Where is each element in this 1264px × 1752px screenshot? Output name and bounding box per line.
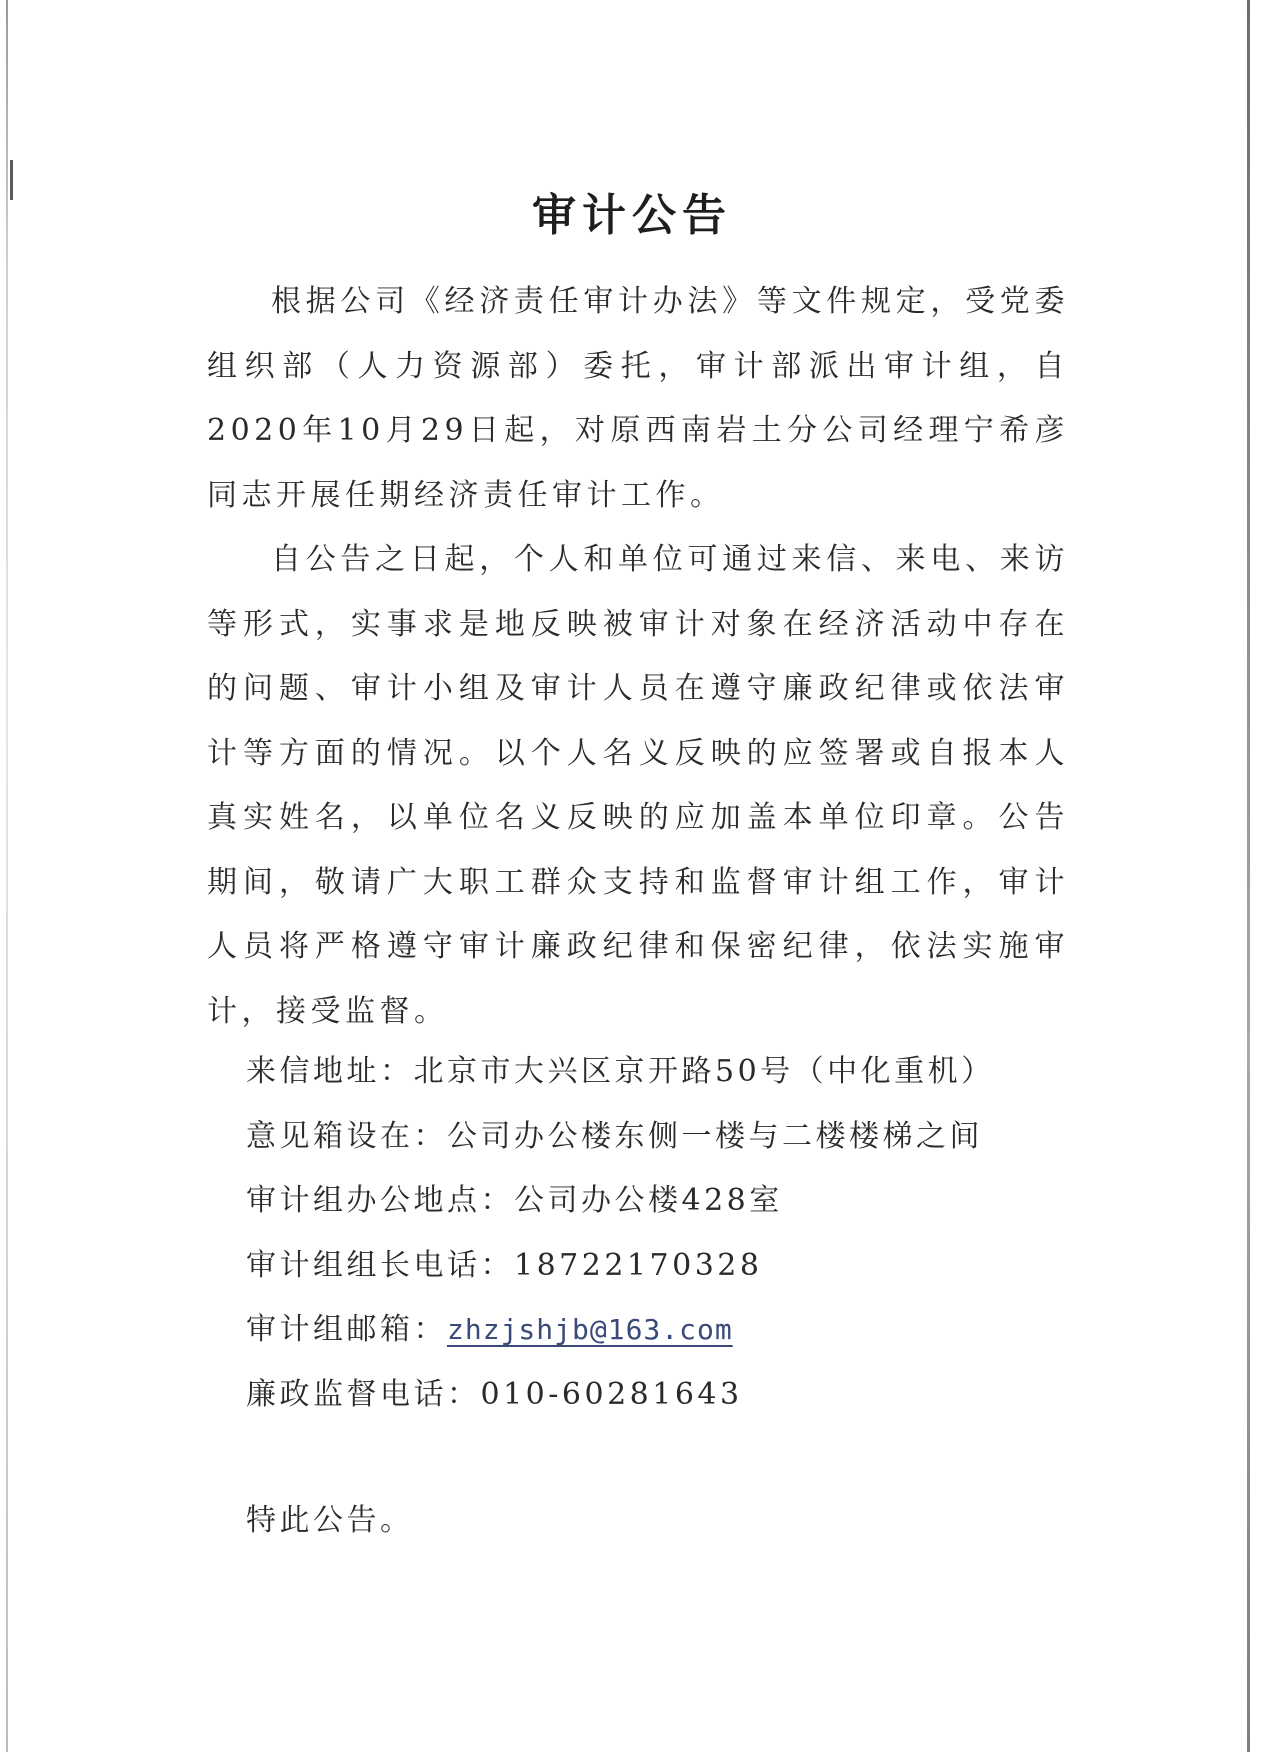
contact-label: 意见箱设在： xyxy=(246,1118,447,1154)
contact-value: 010-60281643 xyxy=(480,1376,743,1412)
closing-statement: 特此公告。 xyxy=(246,1503,414,1538)
email-link[interactable]: zhzjshjb@163.com xyxy=(447,1313,733,1346)
contact-label: 来信地址： xyxy=(246,1054,414,1089)
contact-office-location xyxy=(246,1169,1146,1234)
contact-list xyxy=(246,1040,1146,1427)
document-title: 审计公告 xyxy=(532,190,732,242)
contact-value: 北京市大兴区京开路50号（中化重机） xyxy=(413,1054,995,1089)
scan-edge-left xyxy=(6,0,8,1752)
contact-value: 18722170328 xyxy=(514,1247,763,1283)
contact-mail-address xyxy=(246,1040,1146,1105)
contact-email xyxy=(246,1298,1146,1363)
document-body xyxy=(207,270,1069,1044)
contact-label: 审计组邮箱： xyxy=(246,1312,447,1347)
contact-suggestion-box xyxy=(246,1105,1146,1170)
contact-value: 公司办公楼428室 xyxy=(514,1183,783,1218)
contact-label: 廉政监督电话： xyxy=(246,1376,481,1412)
contact-leader-phone xyxy=(246,1234,1146,1299)
contact-label: 审计组办公地点： xyxy=(246,1183,514,1218)
scan-edge-right xyxy=(1247,0,1250,1752)
paragraph-audit-scope: 根据公司《经济责任审计办法》等文件规定，受党委组织部（人力资源部）委托，审计部派出审计组，自2020年10月29日起，对原西南岩土分公司经理宁希彦同志开展任期经济责任审计工作。 xyxy=(207,284,1069,513)
contact-label: 审计组组长电话： xyxy=(246,1247,514,1283)
contact-integrity-phone xyxy=(246,1363,1146,1428)
paragraph-feedback-instructions: 自公告之日起，个人和单位可通过来信、来电、来访等形式，实事求是地反映被审计对象在经济活动中存在的问题、审计小组及审计人员在遵守廉政纪律或依法审计等方面的情况。以个人名义反映的应签署或自报本人真实姓名，以单位名义反映的应加盖本单位印章。公告期间，敬请广大职工群众支持和监督审计组工作，审计人员将严格遵守审计廉政纪律和保密纪律，依法实施审计，接受监督。 xyxy=(207,542,1069,1029)
contact-value: 公司办公楼东侧一楼与二楼楼梯之间 xyxy=(447,1118,983,1154)
